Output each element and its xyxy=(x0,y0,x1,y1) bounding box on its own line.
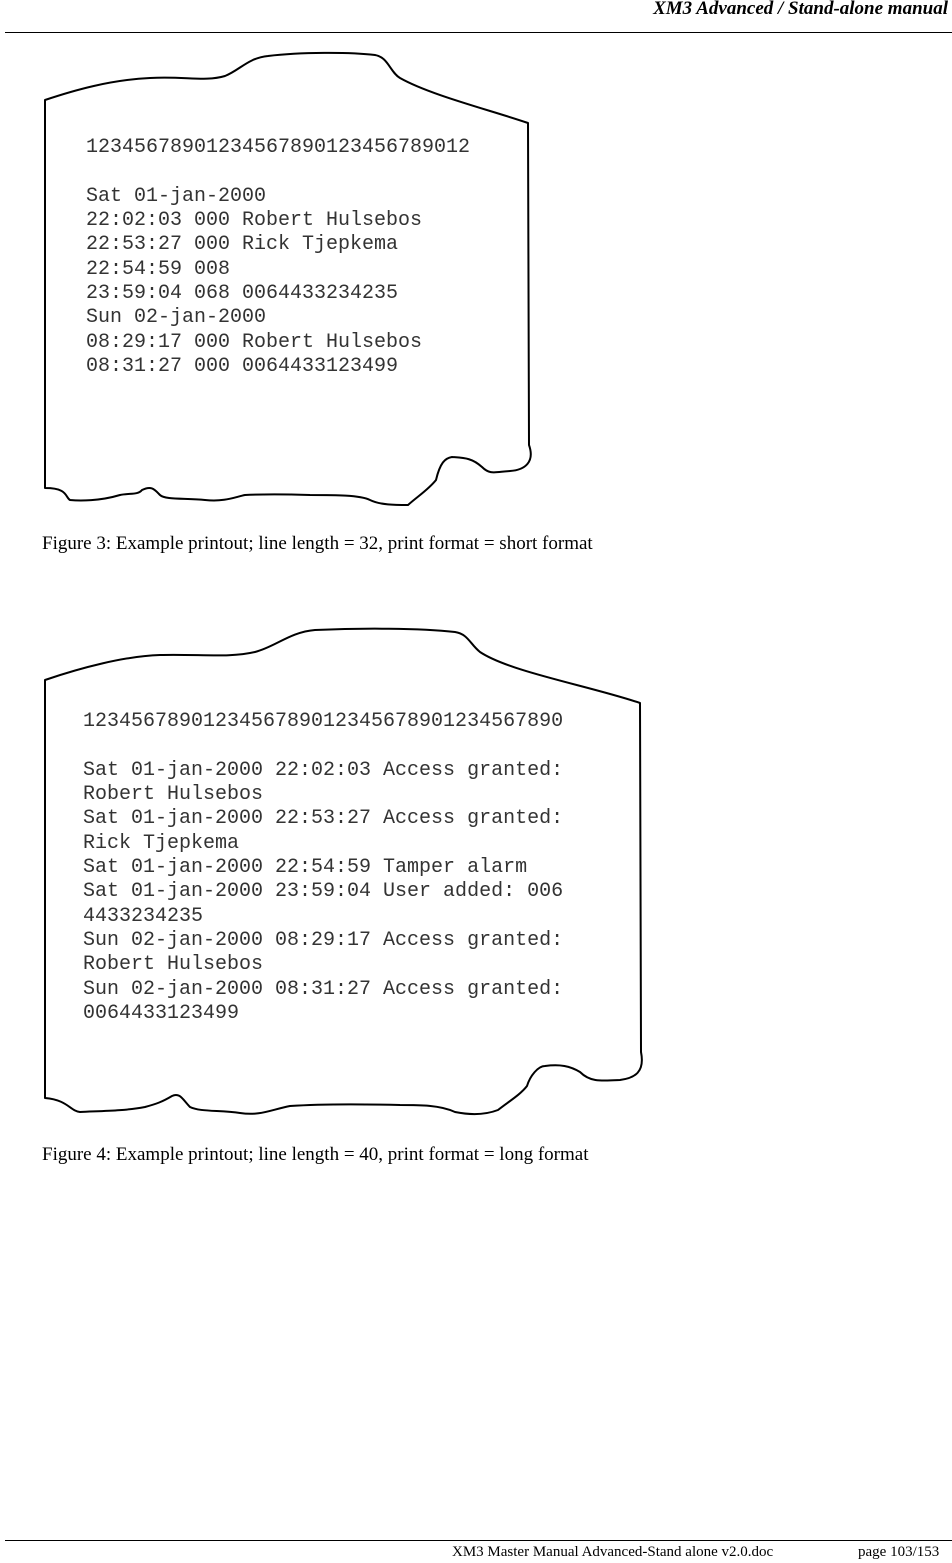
printout-line: 08:31:27 000 0064433123499 xyxy=(86,355,399,379)
figure3-caption: Figure 3: Example printout; line length = 32, print format = short format xyxy=(42,533,593,554)
figure4-caption: Figure 4: Example printout; line length = 40, print format = long format xyxy=(42,1144,589,1165)
printout-line: Robert Hulsebos xyxy=(83,783,264,807)
figure4-printout xyxy=(83,710,563,1026)
printout-line: 22:54:59 008 xyxy=(86,257,231,281)
printout-line: Rick Tjepkema xyxy=(83,831,240,855)
printout-line: Sat 01-jan-2000 23:59:04 User added: 006 xyxy=(83,880,564,904)
figure3-printout xyxy=(86,136,470,379)
printout-line: 22:02:03 000 Robert Hulsebos xyxy=(86,209,423,233)
footer-document-name: XM3 Master Manual Advanced-Stand alone v2.0.doc xyxy=(452,1544,774,1560)
printout-line: Sun 02-jan-2000 08:31:27 Access granted: xyxy=(83,977,564,1001)
printout-line: 23:59:04 068 0064433234235 xyxy=(86,282,399,306)
printout-line xyxy=(83,734,563,758)
printout-line: 08:29:17 000 Robert Hulsebos xyxy=(86,330,423,354)
printout-line: Robert Hulsebos xyxy=(83,953,264,977)
printout-line: 0064433123499 xyxy=(83,1002,240,1026)
printout-line: Sun 02-jan-2000 xyxy=(86,306,267,330)
printout-line: Sat 01-jan-2000 22:54:59 Tamper alarm xyxy=(83,856,528,880)
printout-line: Sat 01-jan-2000 22:53:27 Access granted: xyxy=(83,807,564,831)
footer-divider xyxy=(5,1540,952,1541)
printout-line: 1234567890123456789012345678901234567890 xyxy=(83,710,564,733)
printout-line: 12345678901234567890123456789012 xyxy=(86,136,471,159)
printout-line: Sat 01-jan-2000 22:02:03 Access granted: xyxy=(83,758,564,782)
header-title: XM3 Advanced / Stand-alone manual xyxy=(653,0,948,19)
printout-line xyxy=(86,160,470,184)
printout-line: 22:53:27 000 Rick Tjepkema xyxy=(86,233,399,257)
printout-line: Sun 02-jan-2000 08:29:17 Access granted: xyxy=(83,929,564,953)
footer-page-number: page 103/153 xyxy=(858,1544,940,1560)
printout-line: Sat 01-jan-2000 xyxy=(86,184,267,208)
printout-line: 4433234235 xyxy=(83,904,204,928)
